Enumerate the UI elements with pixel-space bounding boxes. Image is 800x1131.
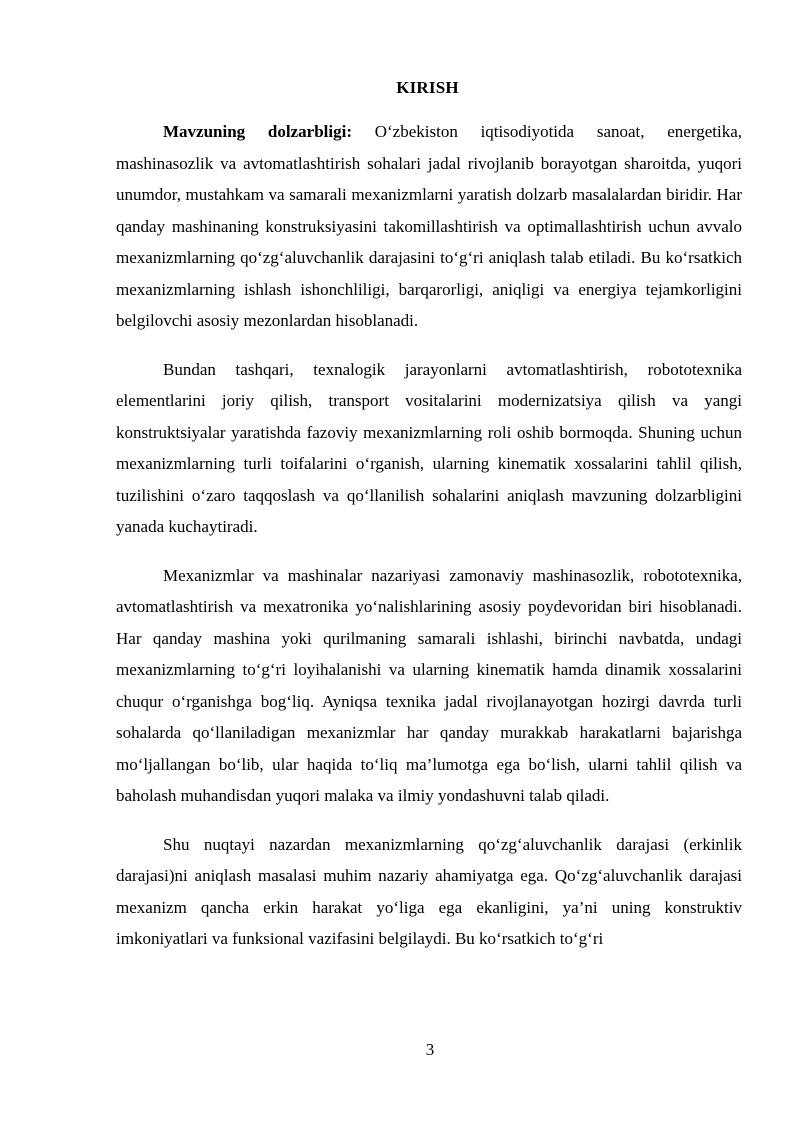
page-number: 3 <box>425 1040 435 1059</box>
paragraph-mobility-degree: Shu nuqtayi nazardan mexanizmlarning qo‘zg‘aluvchanlik darajasi (erkinlik darajasi)ni aniqlash masalasi muhim nazariy ahamiyatga ega. Qo‘zg‘aluvchanlik darajasi mexanizm qancha erkin harakat yo‘liga ega ekanligini, ya’ni uning konstruktiv imkoniyatlari va funksional vazifasini belgilaydi. Bu ko‘rsatkich to‘g‘ri <box>116 834 742 948</box>
paragraph-lead: Mavzuning dolzarbligi: <box>163 122 352 141</box>
body-text <box>116 116 742 955</box>
paragraph-mechanisms-theory: Mexanizmlar va mashinalar nazariyasi zamonaviy mashinasozlik, robototexnika, avtomatlashtirish va mexatronika yo‘nalishlarining asosiy poydevoridan biri hisoblanadi. Har qanday mashina yoki qurilmaning samarali ishlashi, birinchi navbatda, undagi mexanizmlarning to‘g‘ri loyihalanishi va ularning kinematik hamda dinamik xossalarini chuqur o‘rganishga bog‘liq. Ayniqsa texnika jadal rivojlanayotgan hozirgi davrda turli sohalarda qo‘llaniladigan mexanizmlar har qanday murakkab harakatlarni bajarishga mo‘ljallangan bo‘lib, ular haqida to‘liq ma’lumotga ega bo‘lish, ularni tahlil qilish va baholash muhandisdan yuqori malaka va ilmiy yondashuvni talab qiladi. <box>116 565 742 805</box>
section-heading: KIRISH <box>396 78 459 97</box>
paragraph-text: O‘zbekiston iqtisodiyotida sanoat, energetika, mashinasozlik va avtomatlashtirish sohalari jadal rivojlanib borayotgan sharoitda, yuqori unumdor, mustahkam va samarali mexanizmlarni yaratish dolzarb masalalardan biridir. Har qanday mashinaning konstruksiyasini takomillashtirish va optimallashtirish uchun avvalo mexanizmlarning qo‘zg‘aluvchanlik darajasini to‘g‘ri aniqlash talab etiladi. Bu ko‘rsatkich mexanizmlarning ishlash ishonchliligi, barqarorligi, aniqligi va energiya tejamkorligini belgilovchi asosiy mezonlardan hisoblanadi. <box>116 122 742 330</box>
paragraph-automation: Bundan tashqari, texnalogik jarayonlarni avtomatlashtirish, robototexnika elementlarini joriy qilish, transport vositalarini modernizatsiya qilish va yangi konstruktsiyalar yaratishda fazoviy mexanizmlarning roli oshib bormoqda. Shuning uchun mexanizmlarning turli toifalarini o‘rganish, ularning kinematik xossalarini tahlil qilish, tuzilishini o‘zaro taqqoslash va qo‘llanilish sohalarini aniqlash mavzuning dolzarbligini yanada kuchaytiradi. <box>116 359 742 536</box>
paragraph-relevance <box>116 116 742 337</box>
